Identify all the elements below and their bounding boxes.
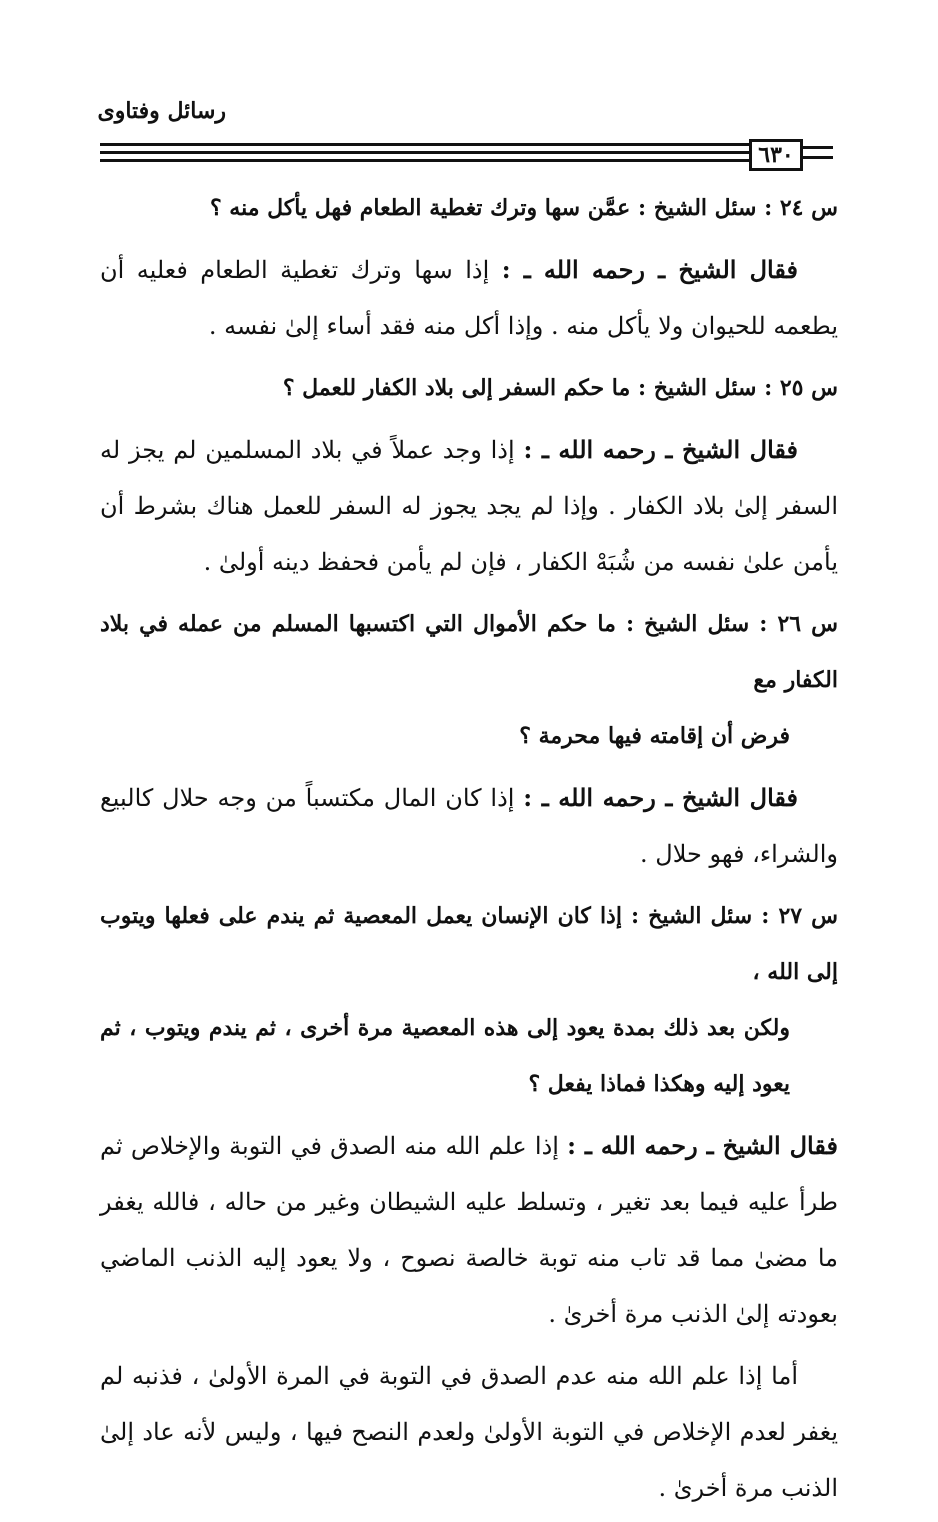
header-rule-middle [100, 151, 750, 154]
answer-text: إذا علم الله منه الصدق في التوبة والإخلاص ثم طرأ عليه فيما بعد تغير ، وتسلط عليه الشيطان وغير من حاله ، فالله يغفر ما مضىٰ مما قد تاب منه توبة خالصة نصوح ، ولا يعود إليه الذنب الماضي بعودته إلىٰ الذنب مرة أخرىٰ . [100, 1132, 838, 1328]
answer-speaker: فقال الشيخ ـ رحمه الله ـ : [567, 1131, 838, 1160]
answer-text: إذا سها وترك تغطية الطعام فعليه أن يطعمه للحيوان ولا يأكل منه . وإذا أكل منه فقد أساء إلىٰ نفسه . [100, 256, 838, 340]
answer-26 [100, 770, 838, 882]
header-rule-bottom [100, 159, 750, 162]
question-26 [100, 596, 838, 764]
question-25: س ٢٥ : سئل الشيخ : ما حكم السفر إلى بلاد الكفار للعمل ؟ [282, 375, 838, 401]
running-title: رسائل وفتاوى [97, 98, 226, 124]
header-rule-top [100, 143, 750, 146]
answer-27-continued [100, 1348, 838, 1516]
question-text: س ٢٧ : سئل الشيخ : إذا كان الإنسان يعمل المعصية ثم يندم على فعلها ويتوب إلى الله ، [100, 903, 839, 985]
answer-25 [100, 422, 838, 590]
answer-text: إذا وجد عملاً في بلاد المسلمين لم يجز له السفر إلىٰ بلاد الكفار . وإذا لم يجد يجوز له السفر للعمل هناك بشرط أن يأمن علىٰ نفسه من شُبَهْ الكفار ، فإن لم يأمن فحفظ دينه أولىٰ . [100, 436, 838, 576]
header-rule-left-bottom [803, 156, 833, 159]
question-27 [100, 888, 838, 1112]
answer-24 [100, 242, 838, 354]
answer-speaker: فقال الشيخ ـ رحمه الله ـ : [523, 783, 799, 812]
answer-speaker: فقال الشيخ ـ رحمه الله ـ : [523, 435, 799, 464]
page-number: ٦٣٠ [749, 139, 803, 171]
answer-27 [100, 1118, 838, 1342]
question-24: س ٢٤ : سئل الشيخ : عمَّن سها وترك تغطية الطعام فهل يأكل منه ؟ [209, 195, 838, 221]
header-rule-left-top [803, 146, 833, 149]
answer-text: إذا كان المال مكتسباً من وجه حلال كالبيع والشراء، فهو حلال . [100, 784, 838, 868]
question-text: س ٢٦ : سئل الشيخ : ما حكم الأموال التي اكتسبها المسلم من عمله في بلاد الكفار مع [100, 611, 838, 693]
answer-speaker: فقال الشيخ ـ رحمه الله ـ : [501, 255, 798, 284]
question-continuation: ولكن بعد ذلك بمدة يعود إلى هذه المعصية مرة أخرى ، ثم يندم ويتوب ، ثم يعود إليه وهكذا فماذا يفعل ؟ [100, 1015, 790, 1097]
page-body [100, 180, 838, 1522]
question-continuation: فرض أن إقامته فيها محرمة ؟ [519, 723, 790, 749]
answer-text: أما إذا علم الله منه عدم الصدق في التوبة في المرة الأولىٰ ، فذنبه لم يغفر لعدم الإخلاص في التوبة الأولىٰ ولعدم النصح فيها ، وليس لأنه عاد إلىٰ الذنب مرة أخرىٰ . [100, 1362, 838, 1502]
